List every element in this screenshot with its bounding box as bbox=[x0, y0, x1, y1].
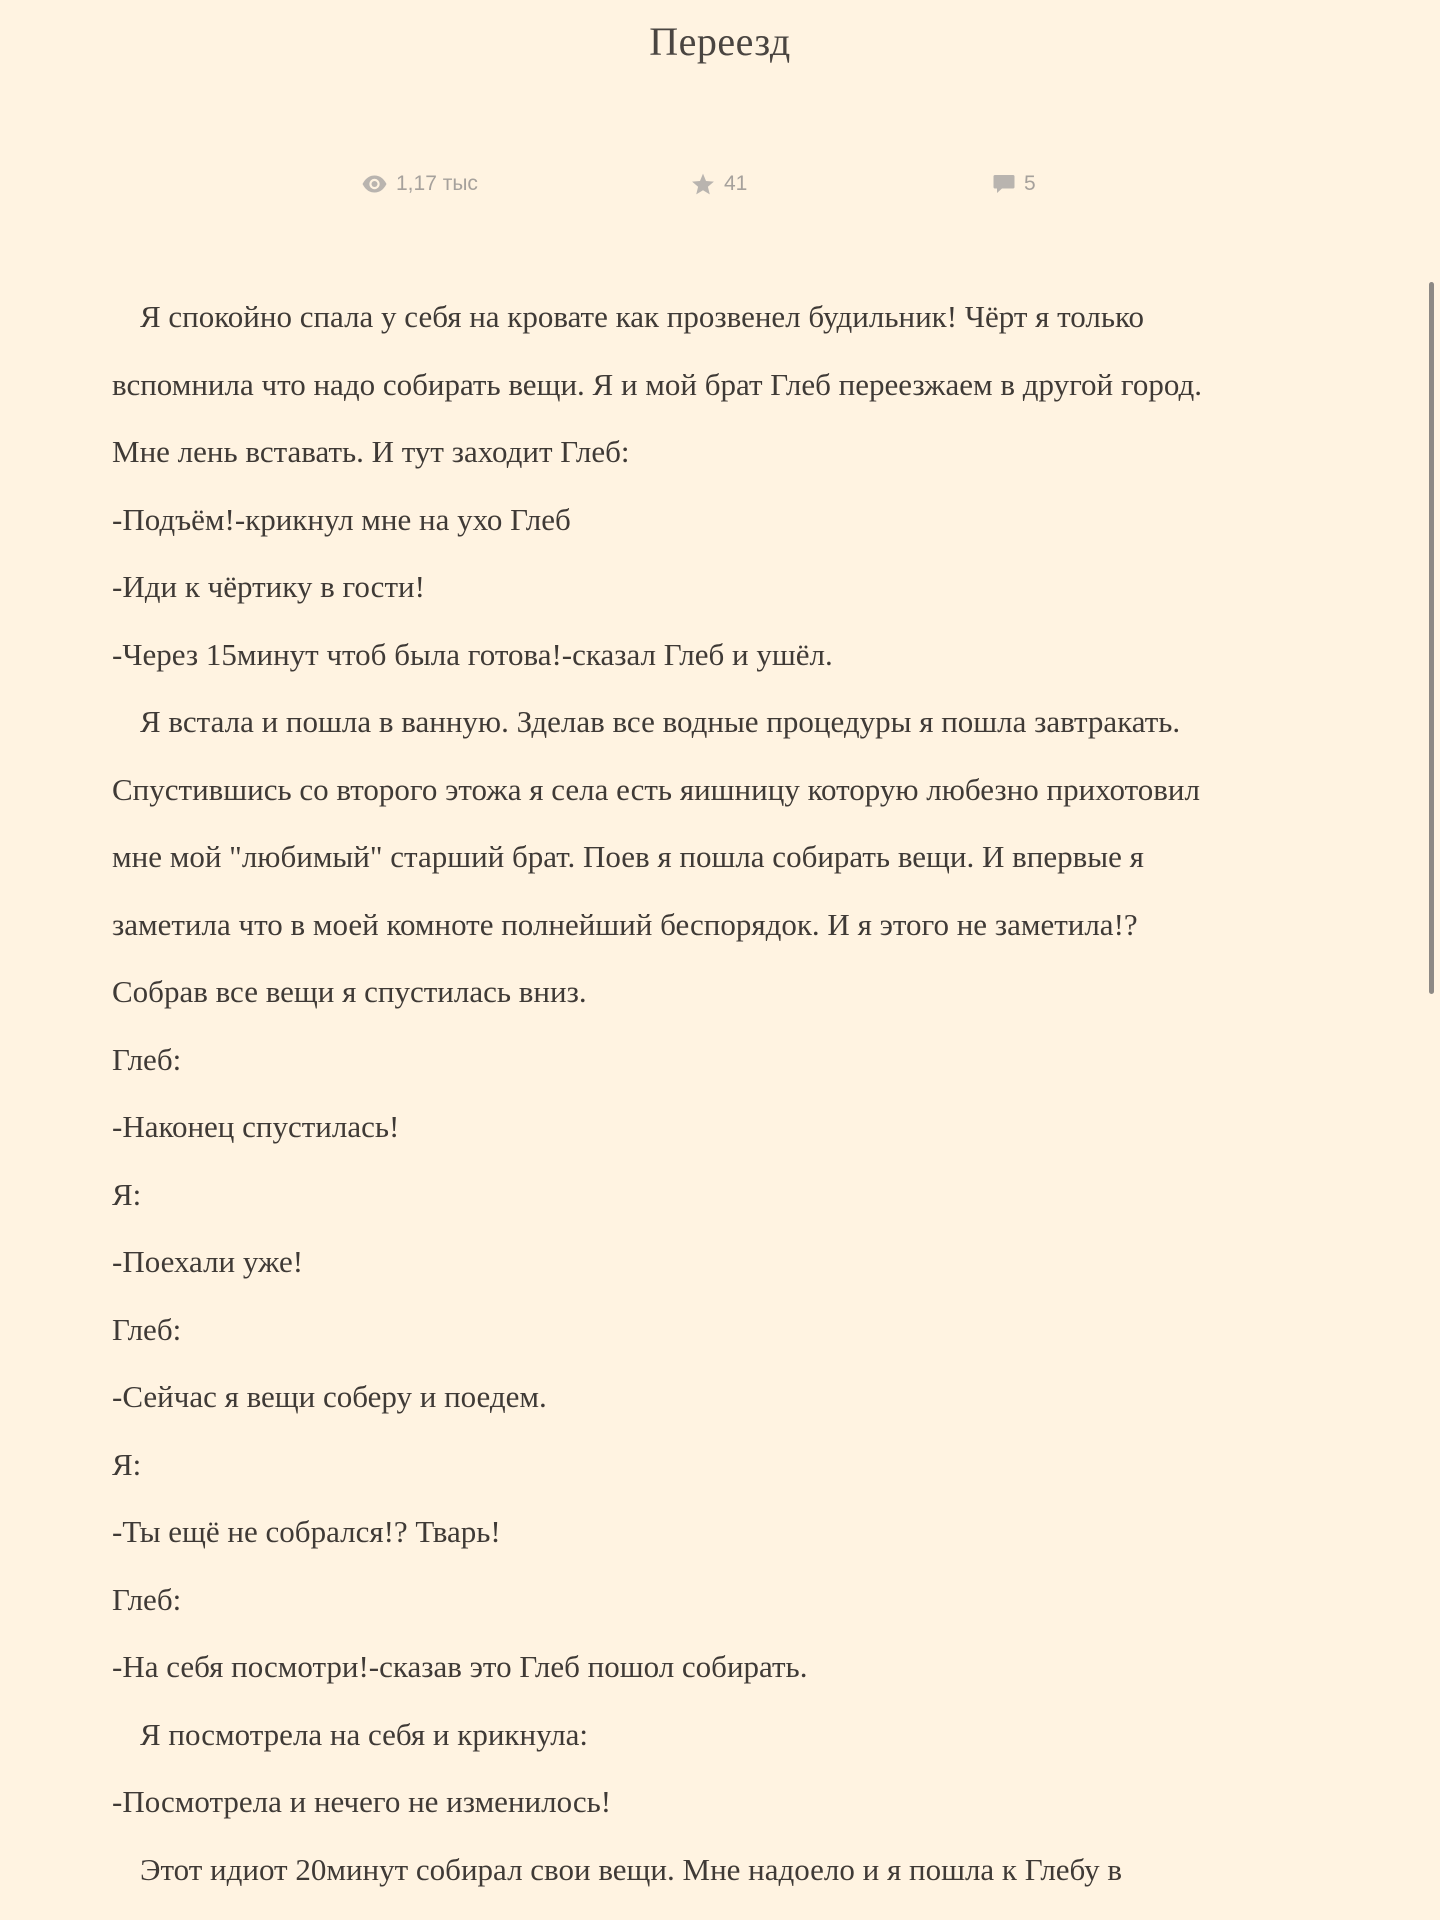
comments-stat bbox=[992, 166, 1036, 202]
text-line: -На себя посмотри!-сказав это Глеб пошол собирать. bbox=[112, 1649, 808, 1684]
text-line: -Поехали уже! bbox=[112, 1244, 304, 1279]
star-icon bbox=[690, 172, 716, 197]
text-line: Я встала и пошла в ванную. Зделав все водные процедуры я пошла завтракать. bbox=[140, 704, 1181, 739]
text-line: Этот идиот 20минут собирал свои вещи. Мне надоело и я пошла к Глебу в bbox=[140, 1851, 1123, 1887]
comments-count: 5 bbox=[1024, 172, 1036, 195]
text-line: -Посмотрела и нечего не изменилось! bbox=[112, 1784, 612, 1819]
text-line: -Иди к чёртику в гости! bbox=[112, 569, 425, 604]
text-line: -Сейчас я вещи соберу и поедем. bbox=[112, 1379, 547, 1414]
text-line: вспомнила что надо собирать вещи. Я и мой брат Глеб переезжаем в другой город. bbox=[112, 366, 1202, 402]
text-line: Глеб: bbox=[112, 1311, 182, 1347]
views-stat bbox=[361, 166, 478, 202]
text-line: -Ты ещё не собрался!? Тварь! bbox=[112, 1514, 501, 1549]
comment-bubble-icon bbox=[992, 172, 1016, 196]
text-line: Собрав все вещи я спустилась вниз. bbox=[112, 974, 587, 1009]
text-line: -Через 15минут чтоб была готова!-сказал Глеб и ушёл. bbox=[112, 636, 833, 672]
text-line: Спустившись со второго этожа я села есть яишницу которую любезно прихотовил bbox=[112, 771, 1200, 807]
text-line: заметила что в моей комноте полнейший беспорядок. И я этого не заметила!? bbox=[112, 906, 1138, 942]
text-line: Я: bbox=[112, 1446, 142, 1482]
text-line: мне мой "любимый" старший брат. Поев я пошла собирать вещи. И впервые я bbox=[112, 839, 1144, 874]
story-stats bbox=[0, 166, 1440, 202]
text-line: Мне лень вставать. И тут заходит Глеб: bbox=[112, 434, 630, 469]
text-line: Я: bbox=[112, 1176, 142, 1212]
text-line: Глеб: bbox=[112, 1041, 182, 1077]
stars-count: 41 bbox=[724, 172, 748, 195]
text-line: Я спокойно спала у себя на кровате как прозвенел будильник! Чёрт я только bbox=[140, 299, 1144, 334]
views-count: 1,17 тыс bbox=[396, 172, 478, 195]
text-line: -Подъём!-крикнул мне на ухо Глеб bbox=[112, 501, 571, 537]
text-line: Я посмотрела на себя и крикнула: bbox=[140, 1716, 589, 1752]
story-text bbox=[112, 283, 1332, 1903]
story-title: Переезд bbox=[649, 19, 791, 64]
stars-stat bbox=[690, 166, 747, 202]
text-line: Глеб: bbox=[112, 1581, 182, 1617]
text-line: -Наконец спустилась! bbox=[112, 1109, 400, 1144]
eye-icon bbox=[361, 174, 388, 194]
scrollbar-thumb[interactable] bbox=[1429, 282, 1434, 994]
